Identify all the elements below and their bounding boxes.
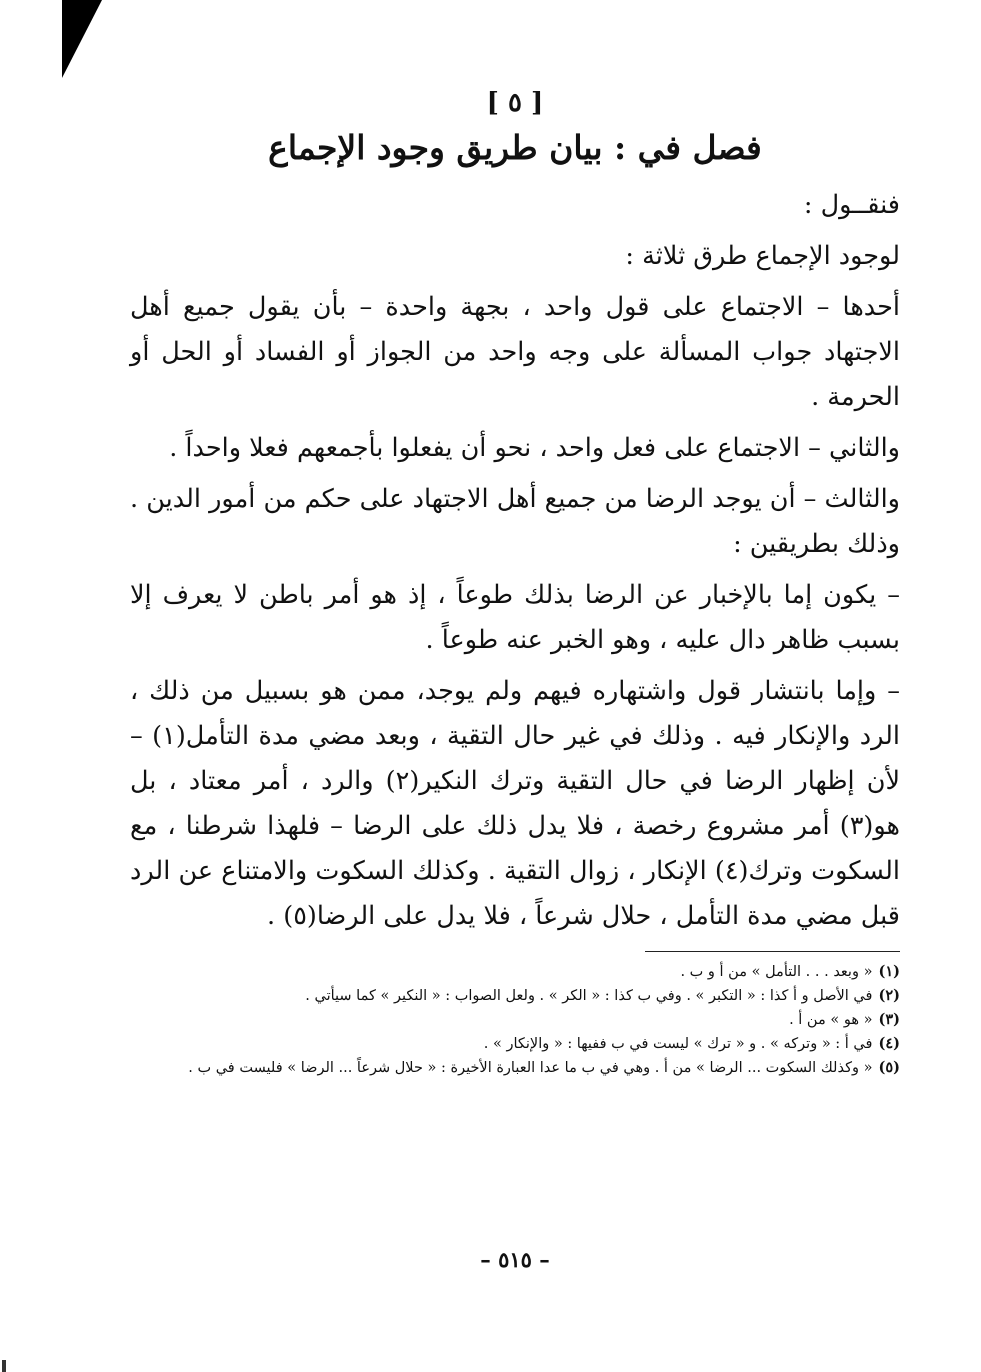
footnote-text: « هو » من أ . (789, 1012, 873, 1028)
footnote-text: في الأصل و أ كذا : « التكبر » . وفي ب كذا : « الكر » . ولعل الصواب : « النكير » كما سيأتي . (305, 988, 873, 1004)
section-title: فصل في : بيان طريق وجود الإجماع (268, 128, 762, 167)
paragraph-spread: – وإما بانتشار قول واشتهاره فيهم ولم يوجد، ممن هو بسبيل من ذلك ، الرد والإنكار فيه . وذلك في غير حال التقية ، وبعد مضي مدة التأمل(١) – لأن إظهار الرضا في حال التقية وترك النكير(٢) والرد ، أمر معتاد ، بل هو(٣) أمر مشروع رخصة ، فلا يدل ذلك على الرضا – فلهذا شرطنا ، مع السكوت وترك(٤) الإنكار ، زوال التقية . وكذلك السكوت والامتناع عن الرد قبل مضي مدة التأمل ، حلال شرعاً ، فلا يدل على الرضا(٥) . (130, 676, 900, 931)
footnote-divider (645, 951, 900, 952)
footnote-number: (١) (878, 963, 900, 980)
footnote-item (130, 960, 900, 984)
footnote-number: (٢) (878, 987, 900, 1004)
section-number: [ ٥ ] (486, 88, 544, 118)
page-body (130, 88, 900, 1080)
footnote-text: « وكذلك السكوت ... الرضا » من أ . وهي في ب ما عدا العبارة الأخيرة : « حلال شرعاً ... الرضا » فليست في ب . (188, 1060, 873, 1076)
paragraph-report: – يكون إما بالإخبار عن الرضا بذلك طوعاً ، إذ هو أمر باطن لا يعرف إلا بسبب ظاهر دال عليه ، وهو الخبر عنه طوعاً . (130, 580, 900, 655)
paragraph-third-way: والثالث – أن يوجد الرضا من جميع أهل الاجتهاد على حكم من أمور الدين . وذلك بطريقين : (130, 484, 900, 559)
paragraph-intro: فنقــول : (803, 190, 900, 220)
footnote-number: (٣) (878, 1011, 900, 1028)
page-number: – ٥١٥ – (480, 1247, 550, 1272)
footnotes (130, 960, 900, 1080)
edge-scan-mark (2, 1360, 6, 1372)
footnote-text: في أ : « وتركه » . و « ترك » ليست في ب ففيها : « والإنكار » . (483, 1036, 873, 1052)
paragraph-second-way: والثاني – الاجتماع على فعل واحد ، نحو أن يفعلوا بأجمعهم فعلا واحداً . (169, 433, 900, 463)
paragraph-ways: لوجود الإجماع طرق ثلاثة : (625, 241, 900, 271)
corner-scan-mark (62, 0, 102, 78)
footnote-item (130, 1008, 900, 1032)
footnote-item (130, 1032, 900, 1056)
paragraph-first-way: أحدها – الاجتماع على قول واحد ، بجهة واحدة – بأن يقول جميع أهل الاجتهاد جواب المسألة على وجه واحد من الجواز أو الفساد أو الحل أو الحرمة . (130, 292, 900, 412)
footnote-text: « وبعد . . . التأمل » من أ و ب . (680, 964, 873, 980)
footnote-number: (٥) (878, 1059, 900, 1076)
footnote-item (130, 1056, 900, 1080)
footnote-number: (٤) (878, 1035, 900, 1052)
footnote-item (130, 984, 900, 1008)
